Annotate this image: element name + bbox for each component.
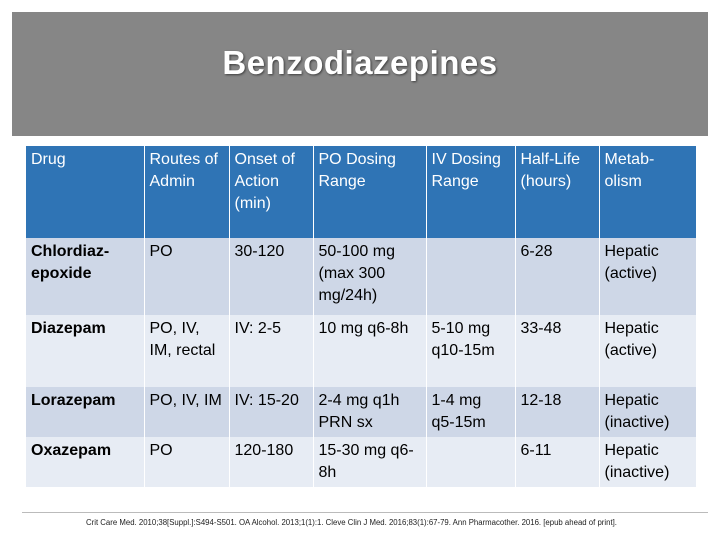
cell-po-dosing: 50-100 mg (max 300 mg/24h) xyxy=(313,238,426,315)
cell-routes: PO xyxy=(144,437,229,487)
header-metabolism: Metab-olism xyxy=(599,146,696,238)
cell-drug: Chlordiaz-epoxide xyxy=(26,238,144,315)
cell-routes: PO, IV, IM xyxy=(144,387,229,437)
cell-metabolism: Hepatic (active) xyxy=(599,315,696,387)
table-row xyxy=(26,437,696,487)
cell-iv-dosing: 1-4 mg q5-15m xyxy=(426,387,515,437)
cell-routes: PO, IV, IM, rectal xyxy=(144,315,229,387)
header-half-life: Half-Life (hours) xyxy=(515,146,599,238)
cell-po-dosing: 2-4 mg q1h PRN sx xyxy=(313,387,426,437)
cell-half-life: 6-11 xyxy=(515,437,599,487)
cell-half-life: 12-18 xyxy=(515,387,599,437)
cell-iv-dosing xyxy=(426,238,515,315)
header-routes: Routes of Admin xyxy=(144,146,229,238)
header-iv-dosing: IV Dosing Range xyxy=(426,146,515,238)
header-onset: Onset of Action (min) xyxy=(229,146,313,238)
benzodiazepine-table xyxy=(26,146,696,487)
cell-routes: PO xyxy=(144,238,229,315)
cell-metabolism: Hepatic (active) xyxy=(599,238,696,315)
cell-half-life: 33-48 xyxy=(515,315,599,387)
cell-onset: 30-120 xyxy=(229,238,313,315)
cell-onset: IV: 15-20 xyxy=(229,387,313,437)
table-header-row xyxy=(26,146,696,238)
cell-po-dosing: 10 mg q6-8h xyxy=(313,315,426,387)
slide-title: Benzodiazepines xyxy=(222,44,498,81)
cell-iv-dosing xyxy=(426,437,515,487)
cell-metabolism: Hepatic (inactive) xyxy=(599,387,696,437)
cell-metabolism: Hepatic (inactive) xyxy=(599,437,696,487)
table-row xyxy=(26,387,696,437)
cell-drug: Lorazepam xyxy=(26,387,144,437)
references-footnote: Crit Care Med. 2010;38[Suppl.]:S494-S501. OA Alcohol. 2013;1(1):1. Cleve Clin J Med. 2016;83(1):67-79. Ann Pharmacother. 2016. [epub ahead of print]. xyxy=(86,518,617,527)
header-drug: Drug xyxy=(26,146,144,238)
cell-iv-dosing: 5-10 mg q10-15m xyxy=(426,315,515,387)
cell-drug: Oxazepam xyxy=(26,437,144,487)
cell-po-dosing: 15-30 mg q6-8h xyxy=(313,437,426,487)
cell-onset: 120-180 xyxy=(229,437,313,487)
header-po-dosing: PO Dosing Range xyxy=(313,146,426,238)
footnote-divider xyxy=(22,512,708,513)
table-row xyxy=(26,315,696,387)
cell-drug: Diazepam xyxy=(26,315,144,387)
table-row xyxy=(26,238,696,315)
cell-onset: IV: 2-5 xyxy=(229,315,313,387)
cell-half-life: 6-28 xyxy=(515,238,599,315)
